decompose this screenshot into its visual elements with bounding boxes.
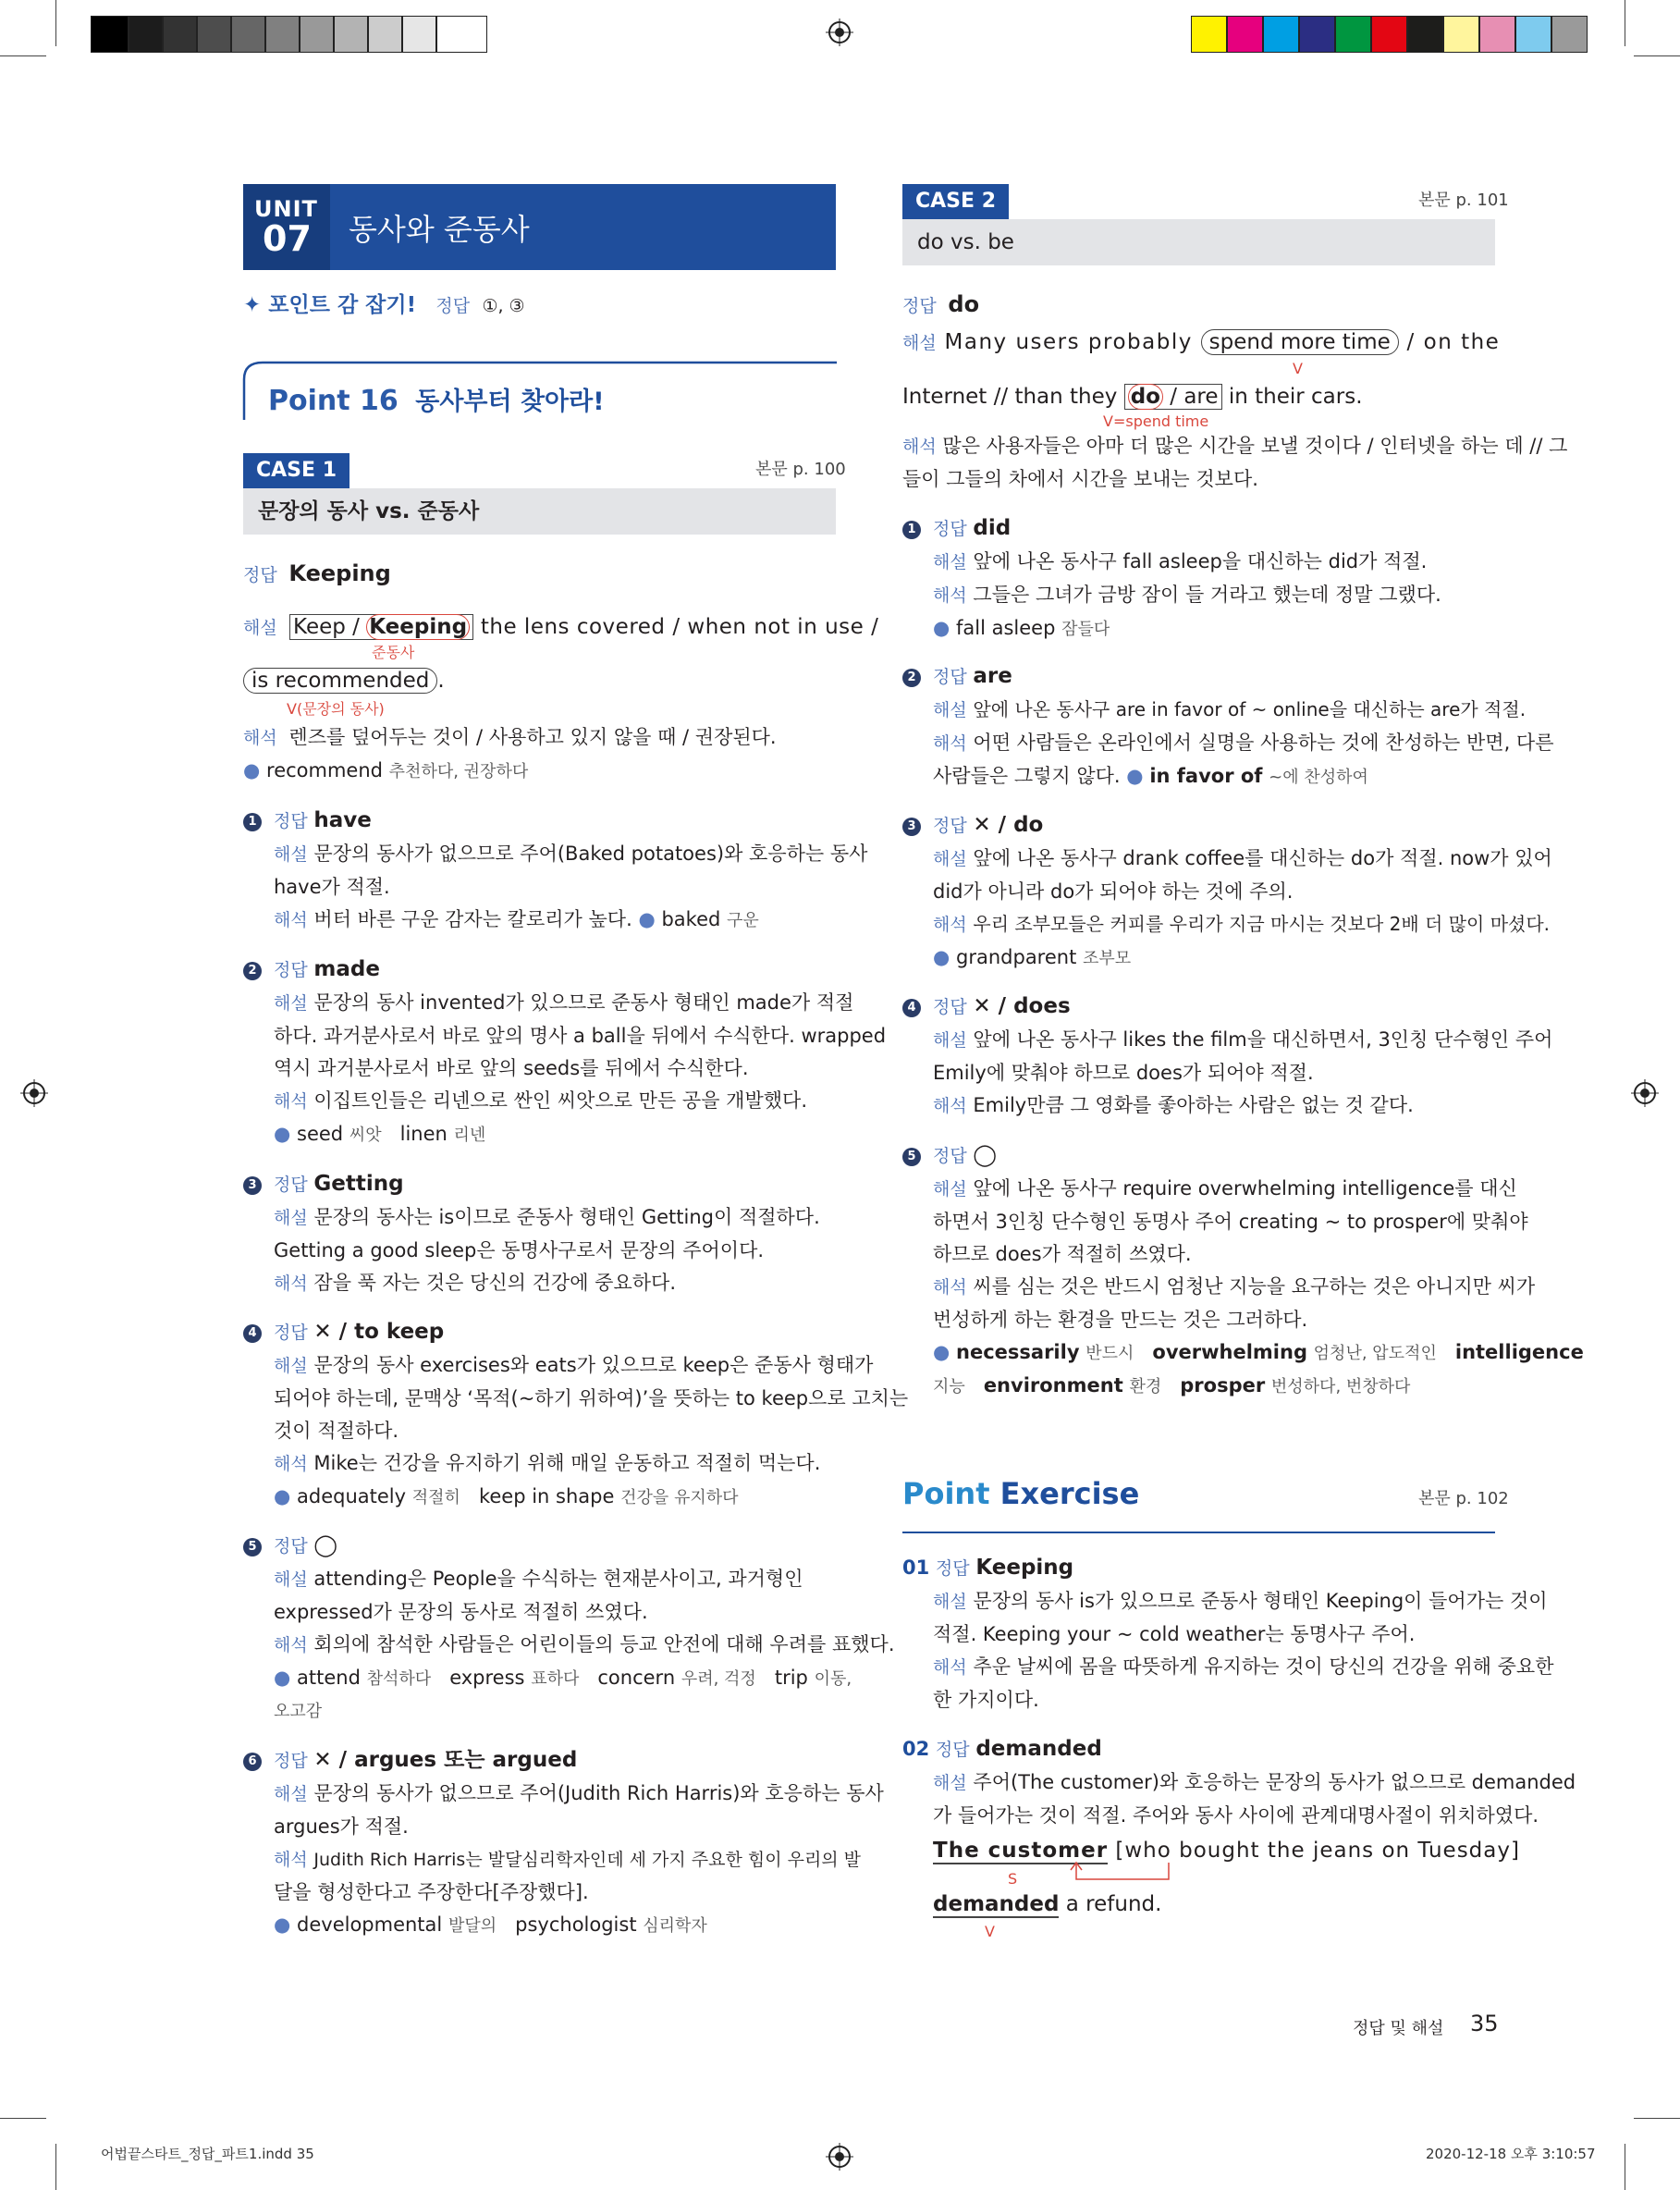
case2-answer: 정답 do bbox=[902, 291, 980, 317]
case1-interp: 해석 렌즈를 덮어두는 것이 / 사용하고 있지 않을 때 / 권장된다. bbox=[243, 726, 777, 748]
left-item-6: 정답 ✕ / argues 또는 argued 해설 문장의 동사가 없으므로 주어(Judith Rich Harris)와 호응하는 동사 argues가 적절. 해석 Judith Rich Harris는 발달심리학자인데 세 가지 주요한 힘이 우리의 발 달을 형성한다고 주장한다[주장했다]. ● developmental 발달의 psychologist 심리학자 bbox=[274, 1748, 884, 1936]
case1-explain-line1: 해설 Keep / Keeping the lens covered / when not in use / bbox=[243, 615, 879, 639]
registration-mark-left bbox=[20, 1079, 48, 1107]
point-check-answer: ①, ③ bbox=[482, 296, 525, 316]
right-item-2: 정답 are 해설 앞에 나온 동사구 are in favor of ~ online을 대신하는 are가 적절. 해석 어떤 사람들은 온라인에서 실명을 사용하는 것에 찬성하는 반면, 다른 사람들은 그렇지 않다. ● in favor of ~에 찬성하여 bbox=[933, 664, 1554, 787]
note-v: V bbox=[1293, 360, 1303, 377]
item-number: 4 bbox=[902, 999, 921, 1017]
item-number: 1 bbox=[243, 813, 262, 831]
right-item-4: 정답 ✕ / does 해설 앞에 나온 동사구 likes the film을 대신하면서, 3인칭 단수형인 주어 Emily에 맞춰야 하므로 does가 되어야 적절. 해석 Emily만큼 그 영화를 좋아하는 사람은 없는 것 같다. bbox=[933, 994, 1553, 1116]
footer-timestamp: 2020-12-18 오후 3:10:57 bbox=[1426, 2146, 1596, 2162]
registration-mark-top bbox=[826, 18, 853, 46]
case2-line2: Internet // than they do / are in their cars. bbox=[902, 385, 1363, 409]
case1-ref: 본문 p. 100 bbox=[755, 460, 846, 479]
left-item-1: 정답 have 해설 문장의 동사가 없으므로 주어(Baked potatoes)와 호응하는 동사 have가 적절. 해석 버터 바른 구운 감자는 칼로리가 높다. ● baked 구운 bbox=[274, 808, 868, 930]
point-check bbox=[243, 288, 525, 318]
item-number: 2 bbox=[902, 669, 921, 687]
item-number: 3 bbox=[902, 818, 921, 836]
point16-title: 동사부터 찾아라! bbox=[415, 388, 605, 416]
point16-label: Point 16 bbox=[268, 385, 399, 417]
page-number: 35 bbox=[1470, 2011, 1499, 2036]
right-item-5: 정답 ◯ 해설 앞에 나온 동사구 require overwhelming intelligence를 대신 하면서 3인칭 단수형인 동명사 주어 creating ~ to prosper에 맞춰야 하므로 does가 적절히 쓰였다. 해석 씨를 심는 것은 반드시 엄청난 지능을 요구하는 것은 아니지만 씨가 번성하게 하는 환경을 만드는 것은 그러하다. ● necessarily 반드시 overwhelming 엄청난, 압도적인 intelligence 지능 environment 환경 prosper 번성하다, 번창하다 bbox=[933, 1143, 1584, 1396]
left-item-5: 정답 ◯ 해설 attending은 People을 수식하는 현재분사이고, 과거형인 expressed가 문장의 동사로 적절히 쓰였다. 해석 회의에 참석한 사람들은 어린이들의 등교 안전에 대해 우려를 표했다. ● attend 참석하다 express 표하다 concern 우려, 걱정 trip 이동, 오고감 bbox=[274, 1533, 895, 1721]
left-item-4: 정답 ✕ / to keep 해설 문장의 동사 exercises와 eats가 있으므로 keep은 준동사 형태가 되어야 하는데, 문맥상 ‘목적(~하기 위하여)’을 뜻하는 to keep으로 고치는 것이 적절하다. 해석 Mike는 건강을 유지하기 위해 매일 운동하고 적절히 먹는다. ● adequately 적절히 keep in shape 건강을 유지하다 bbox=[274, 1320, 909, 1507]
item-number: 4 bbox=[243, 1324, 262, 1343]
footer-section: 정답 및 해설 bbox=[1353, 2019, 1444, 2038]
case1-subtitle: 문장의 동사 vs. 준동사 bbox=[243, 488, 836, 535]
point-check-answer-label: 정답 bbox=[435, 296, 471, 316]
case2-ref: 본문 p. 101 bbox=[1418, 191, 1509, 210]
exercise-heading: Point Exercise bbox=[902, 1476, 1140, 1511]
unit-label: UNIT bbox=[254, 196, 318, 222]
case2-interp: 해석 많은 사용자들은 아마 더 많은 시간을 보낼 것이다 / 인터넷을 하는 데 // 그 들이 그들의 차에서 시간을 보내는 것보다. bbox=[902, 435, 1568, 490]
registration-mark-bottom bbox=[826, 2143, 853, 2171]
case1-answer: 정답 Keeping bbox=[243, 560, 391, 586]
point-check-title: ✦ 포인트 감 잡기! bbox=[243, 293, 417, 317]
case1-badge: CASE 1 bbox=[243, 453, 349, 488]
item-number: 1 bbox=[902, 521, 921, 539]
right-item-3: 정답 ✕ / do 해설 앞에 나온 동사구 drank coffee를 대신하는 do가 적절. now가 있어 did가 아니라 do가 되어야 하는 것에 주의. 해석 우리 조부모들은 커피를 우리가 지금 마시는 것보다 2배 더 많이 마셨다. ● grandparent 조부모 bbox=[933, 813, 1552, 968]
left-item-2: 정답 made 해설 문장의 동사 invented가 있으므로 준동사 형태인 made가 적절 하다. 과거분사로서 바로 앞의 명사 a ball을 뒤에서 수식한다. wrapped 역시 과거분사로서 바로 앞의 seeds를 뒤에서 수식한다. 해석 이집트인들은 리넨으로 싼인 씨앗으로 만든 공을 개발했다. ● seed 씨앗 linen 리넨 bbox=[274, 957, 887, 1145]
exercise-sentence-line2: demanded a refund. bbox=[933, 1892, 1162, 1916]
right-item-1: 정답 did 해설 앞에 나온 동사구 fall asleep을 대신하는 did가 적절. 해석 그들은 그녀가 금방 잠이 들 거라고 했는데 정말 그랬다. ● fall asleep 잠들다 bbox=[933, 516, 1441, 639]
unit-title: 동사와 준동사 bbox=[349, 212, 530, 247]
modifier-arrow bbox=[1063, 1861, 1174, 1883]
item-number: 3 bbox=[243, 1176, 262, 1195]
case2-badge: CASE 2 bbox=[902, 184, 1009, 219]
registration-mark-right bbox=[1631, 1079, 1659, 1107]
case1-vocab: ● recommend 추천하다, 권장하다 bbox=[243, 759, 529, 781]
item-number: 6 bbox=[243, 1753, 262, 1771]
case2-line1: 해설 Many users probably spend more time / on the bbox=[902, 330, 1501, 354]
exercise-item-02: 02 정답 demanded 해설 주어(The customer)와 호응하는 문장의 동사가 없으므로 demanded 가 들어가는 것이 적절. 주어와 동사 사이에 관계대명사절이 위치하였다. bbox=[902, 1737, 1576, 1827]
left-item-3: 정답 Getting 해설 문장의 동사는 is이므로 준동사 형태인 Getting이 적절하다. Getting a good sleep은 동명사구로서 문장의 주어이다. 해석 잠을 푹 자는 것은 당신의 건강에 중요하다. bbox=[274, 1172, 820, 1294]
note-s: S bbox=[1008, 1870, 1018, 1888]
exercise-rule bbox=[902, 1532, 1495, 1533]
case2-subtitle: do vs. be bbox=[902, 219, 1495, 265]
item-number: 5 bbox=[902, 1148, 921, 1166]
point16-heading bbox=[268, 381, 605, 417]
footer-file: 어법끝스타트_정답_파트1.indd 35 bbox=[101, 2146, 314, 2162]
exercise-ref: 본문 p. 102 bbox=[1418, 1489, 1509, 1508]
unit-header bbox=[243, 184, 836, 270]
note-verb: V(문장의 동사) bbox=[287, 700, 385, 718]
note-spend: V=spend time bbox=[1103, 412, 1209, 430]
note-junverb: 준동사 bbox=[372, 644, 415, 661]
item-number: 5 bbox=[243, 1538, 262, 1556]
unit-number: 07 bbox=[263, 218, 312, 259]
exercise-sentence-line1: The customer [who bought the jeans on Tuesday] bbox=[933, 1839, 1520, 1863]
case1-explain-line2: is recommended . bbox=[243, 665, 445, 697]
item-number: 2 bbox=[243, 962, 262, 980]
note-v-exercise: V bbox=[985, 1923, 995, 1940]
exercise-item-01: 01 정답 Keeping 해설 문장의 동사 is가 있으므로 준동사 형태인 Keeping이 들어가는 것이 적절. Keeping your ~ cold weather는 동명사구 주어. 해석 추운 날씨에 몸을 따뜻하게 유지하는 것이 당신의 건강을 위해 중요한 한 가지이다. bbox=[902, 1556, 1554, 1711]
